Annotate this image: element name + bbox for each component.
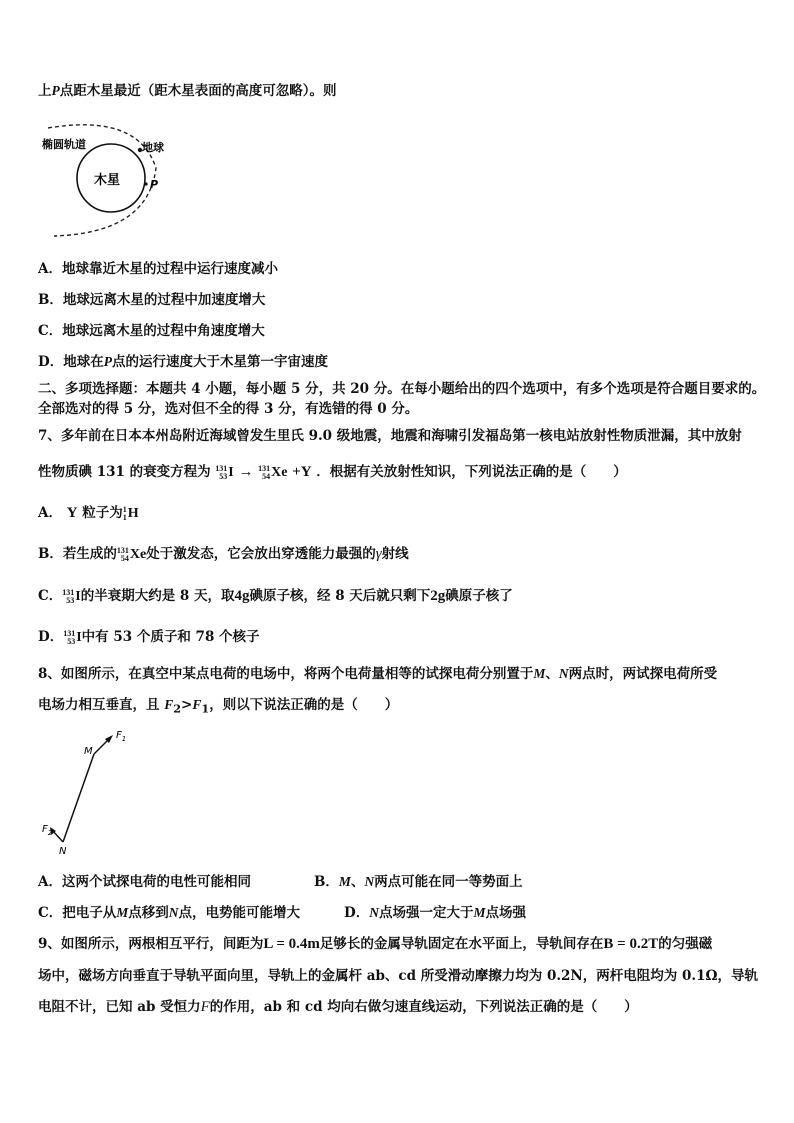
orbit-label: 椭圆轨道 bbox=[42, 138, 86, 151]
mn-line bbox=[63, 754, 94, 842]
q8-option-c: C．把电子从M点移到N点，电势能可能增大 bbox=[38, 905, 301, 921]
intro-line: 上P点距木星最近（距木星表面的高度可忽略）。则 bbox=[38, 83, 337, 99]
q8-line2: 电场力相互垂直，且 $F_2>F_1$，则以下说法正确的是（ ） bbox=[38, 697, 399, 716]
section2-line1: 二、多项选择题：本题共 4 小题，每小题 5 分，共 20 分。在每小题给出的四个选项中，有多个选项是符合题目要求的。 bbox=[38, 381, 766, 397]
jupiter-label: 木星 bbox=[94, 173, 121, 188]
q8-option-a: A．这两个试探电荷的电性可能相同 bbox=[38, 874, 251, 890]
q6-option-a: A．地球靠近木星的过程中运行速度减小 bbox=[38, 261, 278, 277]
earth-label: 地球 bbox=[142, 141, 164, 154]
q7-line1: 7、多年前在日本本州岛附近海域曾发生里氏 9.0 级地震，地震和海啸引发福岛第一核电站放射性物质泄漏，其中放射 bbox=[38, 428, 742, 444]
nuclide-xe131: 131 54 Xe bbox=[258, 463, 288, 481]
q9-line1: 9、如图所示，两根相互平行，间距为L = 0.4m足够长的金属导轨固定在水平面上，导轨间存在B = 0.2T的匀强磁 bbox=[38, 936, 713, 952]
n-label: N bbox=[59, 846, 67, 857]
charges-figure bbox=[38, 726, 148, 858]
q7-option-a: A． Y 粒子为 1 1 H bbox=[38, 504, 139, 522]
section2-line2: 全部选对的得 5 分，选对但不全的得 3 分，有选错的得 0 分。 bbox=[38, 401, 419, 417]
q7-line2: 性物质碘 131 的衰变方程为 131 53 I → 131 54 Xe +Y ．根据有关放射性知识，下列说法正确的是（ ） bbox=[38, 463, 627, 481]
q8-option-b: B．M、N两点可能在同一等势面上 bbox=[314, 874, 523, 890]
m-label: M bbox=[84, 746, 93, 757]
q6-option-b: B．地球远离木星的过程中加速度增大 bbox=[38, 292, 266, 308]
q8-line1: 8、如图所示，在真空中某点电荷的电场中，将两个电荷量相等的试探电荷分别置于M、N两点时，两试探电荷所受 bbox=[38, 666, 718, 682]
q7-option-d: D． 131 53 I 中有 53 个质子和 78 个核子 bbox=[38, 628, 260, 646]
f2-label: $F_2$ bbox=[42, 824, 53, 837]
q9-line2: 场中，磁场方向垂直于导轨平面向里，导轨上的金属杆 ab、cd 所受滑动摩擦力均为 0.2N，两杆电阻均为 0.1Ω，导轨 bbox=[38, 968, 758, 984]
nuclide-i131: 131 53 I bbox=[215, 463, 234, 481]
point-p-dot bbox=[144, 182, 147, 185]
q7-option-b: B．若生成的 131 54 Xe 处于激发态，它会放出穿透能力最强的γ射线 bbox=[38, 545, 409, 563]
q9-line3: 电阻不计，已知 ab 受恒力F的作用，ab 和 cd 均向右做匀速直线运动，下列说法正确的是（ ） bbox=[38, 999, 638, 1015]
jupiter-orbit-figure bbox=[38, 118, 178, 240]
q6-option-c: C．地球远离木星的过程中角速度增大 bbox=[38, 323, 265, 339]
q8-option-d: D．N点场强一定大于M点场强 bbox=[344, 905, 526, 921]
q6-option-d: D．地球在P点的运行速度大于木星第一宇宙速度 bbox=[38, 354, 328, 370]
f1-label: $F_1$ bbox=[116, 730, 127, 743]
q7-option-c: C． 131 53 I 的半衰期大约是 8 天，取4g碘原子核，经 8 天后就只剩下2g碘原子核了 bbox=[38, 587, 513, 605]
point-p-label: P bbox=[150, 178, 159, 191]
